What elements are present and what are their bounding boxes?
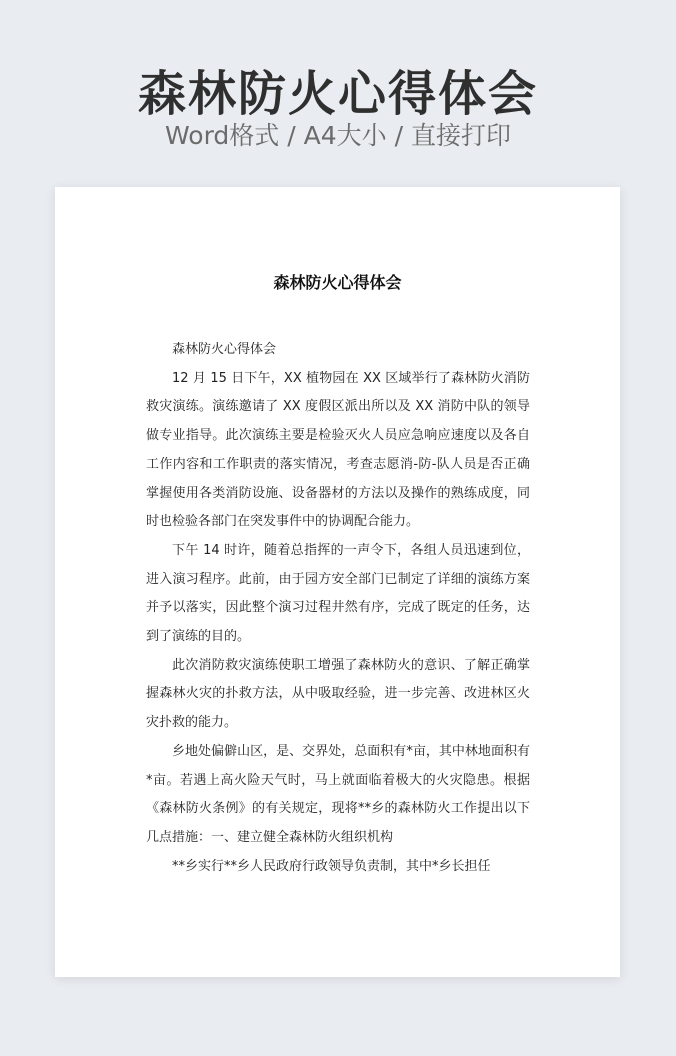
document-paragraph: 森林防火心得体会 [172, 342, 277, 357]
document-page [55, 187, 620, 977]
document-body [146, 336, 530, 881]
document-paragraph: 此次消防救灾演练使职工增强了森林防火的意识、了解正确掌握森林火灾的扑救方法，从中吸取经验，进一步完善、改进林区火灾扑救的能力。 [146, 657, 530, 731]
document-paragraph: 下午 14 时许，随着总指挥的一声令下，各组人员迅速到位，进入演习程序。此前，由于园方安全部门已制定了详细的演练方案并予以落实，因此整个演习过程井然有序，完成了既定的任务，达到了演练的目的。 [146, 542, 530, 645]
banner-subtitle: Word格式 / A4大小 / 直接打印 [165, 121, 511, 150]
document-paragraph: 乡地处偏僻山区，是、交界处，总面积有*亩，其中林地面积有*亩。若遇上高火险天气时，马上就面临着极大的火灾隐患。根据《森林防火条例》的有关规定，现将**乡的森林防火工作提出以下几点措施：一、建立健全森林防火组织机构 [146, 743, 530, 845]
document-paragraph: **乡实行**乡人民政府行政领导负责制，其中*乡长担任 [172, 858, 491, 874]
banner-title: 森林防火心得体会 [137, 66, 538, 122]
document-paragraph: 12 月 15 日下午，XX 植物园在 XX 区域举行了森林防火消防救灾演练。演练邀请了 XX 度假区派出所以及 XX 消防中队的领导做专业指导。此次演练主要是检验灭火人员应急响应速度以及各自工作内容和工作职责的落实情况，考查志愿消-防-队人员是否正确掌握使用各类消防设施、设备器材的方法以及操作的熟练成度，同时也检验各部门在突发事件中的协调配合能力。 [146, 370, 530, 530]
document-title: 森林防火心得体会 [273, 273, 402, 292]
